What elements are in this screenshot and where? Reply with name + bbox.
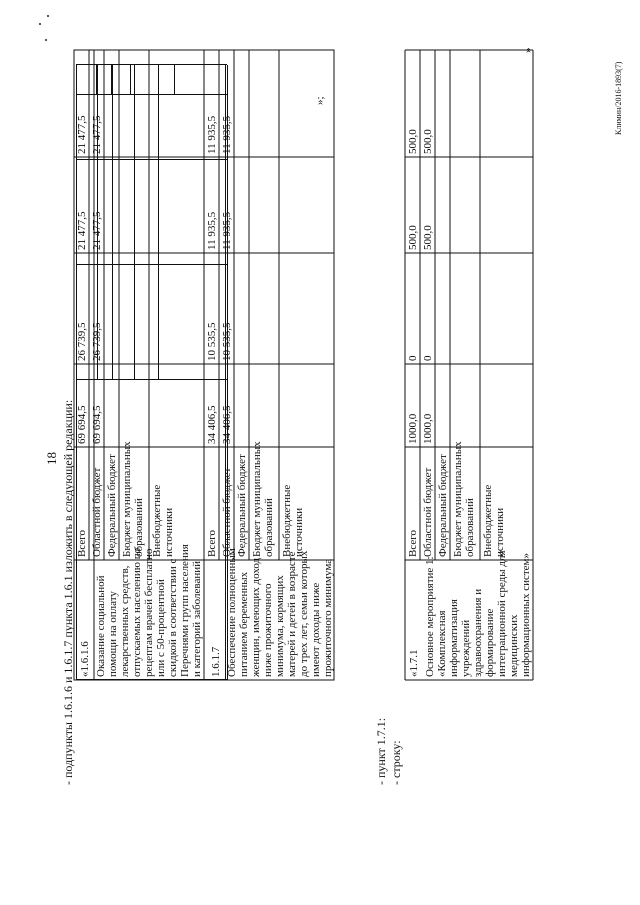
row-1-7-1-num: «1.7.1 [408, 649, 420, 677]
funding-value-y3: 11 935,5 [221, 115, 233, 154]
row-1-6-1-7-num: 1.6.1.7 [210, 646, 222, 677]
funding-source-label: Областной бюджет [221, 467, 233, 557]
funding-source-label: Бюджет муниципальных образований [251, 441, 275, 557]
row-1-6-1-6-num: «1.6.1.6 [79, 641, 91, 677]
funding-value-y2: 500,0 [407, 225, 419, 250]
funding-source-label: Федеральный бюджет [437, 454, 449, 557]
funding-value-y1: 26 739,5 [76, 322, 88, 361]
doc-code: Климин/2016-1893(7) [614, 61, 623, 135]
funding-source-label: Всего [76, 530, 88, 557]
funding-value-y1: 0 [407, 355, 419, 361]
funding-value-y3: 11 935,5 [206, 115, 218, 154]
funding-value-y2: 500,0 [422, 225, 434, 250]
scan-mark-dot [39, 23, 41, 25]
funding-value-y2: 11 935,5 [206, 211, 218, 250]
row-1-7-1-name: Основное мероприятие 1: «Комплексная информатизация учреждений здравоохранения и формирование интеграционной среды для медицинских информационных систем» [424, 550, 532, 677]
funding-source-label: Бюджет муниципальных образований [121, 441, 145, 557]
funding-value-y2: 21 477,5 [76, 211, 88, 250]
funding-value-y1: 10 535,5 [221, 322, 233, 361]
row-1-6-1-7-name: Обеспечение полноценным питанием беременных женщин, имеющих доход ниже прожиточного минимума, кормящих матерей и детей в возрасте до трех лет, семьи которых имеют доходы ниже прожиточного минимума [226, 548, 334, 677]
funding-source-label: Областной бюджет [422, 467, 434, 557]
funding-value-total: 1000,0 [422, 413, 434, 444]
funding-value-y1: 26 739,5 [91, 322, 103, 361]
funding-value-total: 34 406,5 [206, 405, 218, 444]
page-number: 18 [44, 452, 59, 465]
intro-line: - подпункты 1.6.1.6 и 1.6.1.7 пункта 1.6.1 изложить в следующей редакции: [61, 399, 75, 785]
funding-value-total: 69 694,5 [91, 405, 103, 444]
scan-mark-dot [47, 15, 49, 17]
funding-source-label: Всего [206, 530, 218, 557]
funding-value-total: 34 406,5 [221, 405, 233, 444]
funding-value-y1: 0 [422, 355, 434, 361]
funding-source-label: Федеральный бюджет [106, 454, 118, 557]
funding-value-y1: 10 535,5 [206, 322, 218, 361]
funding-value-total: 1000,0 [407, 413, 419, 444]
funding-source-label: Федеральный бюджет [236, 454, 248, 557]
funding-value-y2: 21 477,5 [91, 211, 103, 250]
funding-source-label: Внебюджетные источники [482, 484, 506, 557]
funding-value-total: 69 694,5 [76, 405, 88, 444]
closing-mark-2: » [522, 47, 534, 53]
funding-value-y3: 21 477,5 [76, 115, 88, 154]
funding-source-label: Областной бюджет [91, 467, 103, 557]
funding-source-label: Всего [407, 530, 419, 557]
funding-value-y3: 21 477,5 [91, 115, 103, 154]
funding-source-label: Внебюджетные источники [151, 484, 175, 557]
funding-value-y3: 500,0 [407, 129, 419, 154]
row-1-6-1-6-name: Оказание социальной помощи на оплату лекарственных средств, отпускаемых населению по рецептам врачей бесплатно или с 50-процентной скидкой в соответствии с Перечнями групп населения и категорий заболеваний [95, 544, 203, 677]
scan-mark-dot [45, 39, 47, 41]
funding-value-y2: 11 935,5 [221, 211, 233, 250]
item-1-7-1: - пункт 1.7.1: [374, 717, 388, 785]
funding-value-y3: 500,0 [422, 129, 434, 154]
funding-source-label: Внебюджетные источники [281, 484, 305, 557]
closing-mark-1: »; [314, 96, 326, 105]
funding-source-label: Бюджет муниципальных образований [452, 441, 476, 557]
row-line: - строку: [389, 740, 403, 785]
